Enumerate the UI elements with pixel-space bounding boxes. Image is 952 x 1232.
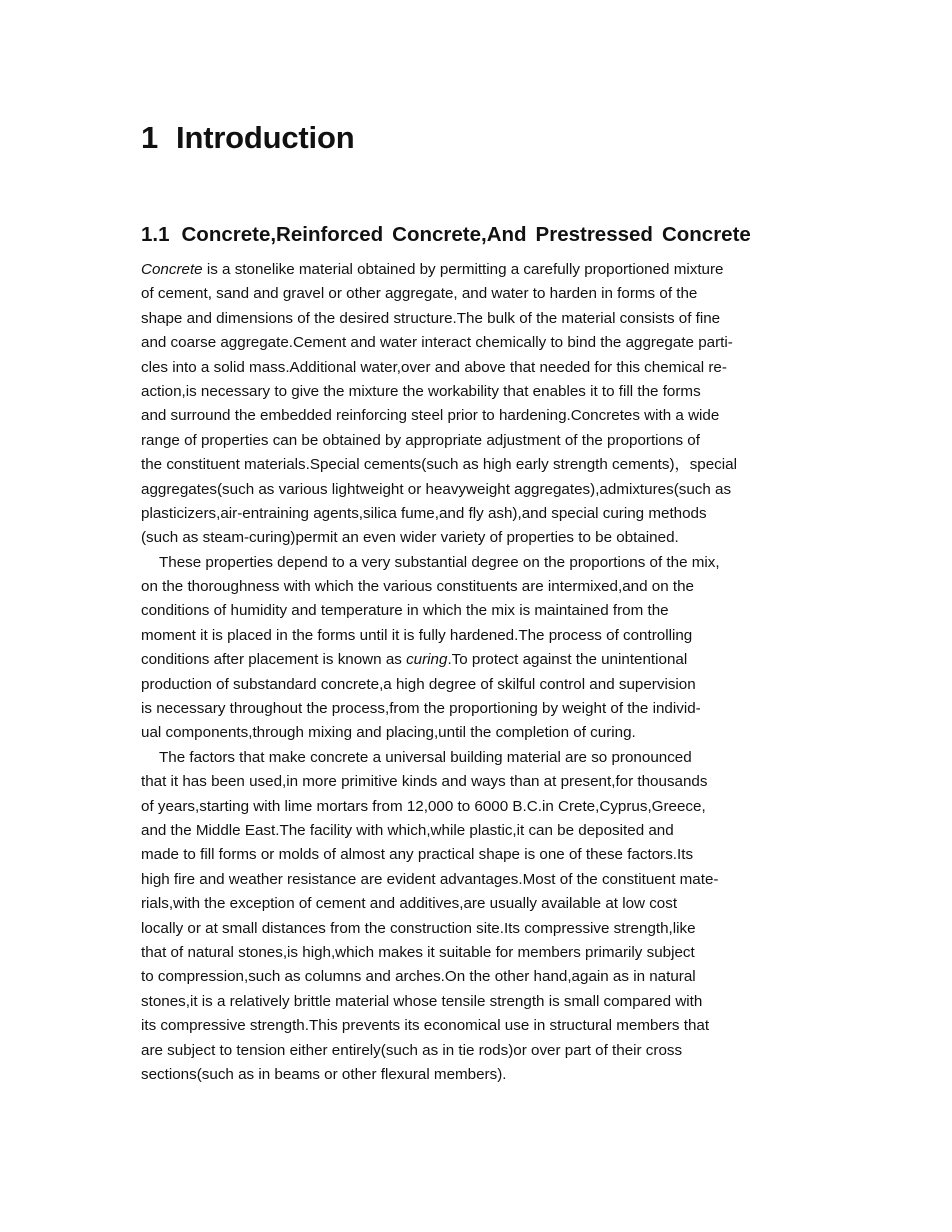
text-line: shape and dimensions of the desired structure.The bulk of the material consists of fine [141, 309, 721, 327]
term-concrete: Concrete [141, 261, 203, 278]
section-title-word: Concrete [661, 223, 751, 246]
text-line: conditions of humidity and temperature in which the mix is maintained from the [141, 602, 669, 620]
chapter-number: 1 [141, 120, 159, 155]
text-line: its compressive strength.This prevents its economical use in structural members that [141, 1017, 710, 1035]
text-line: plasticizers,air-entraining agents,silica fume,and fly ash),and special curing methods [141, 504, 707, 522]
section-title-word: Prestressed [535, 223, 653, 246]
text-line: aggregates(such as various lightweight or heavyweight aggregates),admixtures(such as [141, 480, 732, 498]
text-line: The factors that make concrete a universal building material are so pronounced [159, 748, 692, 766]
text-line: production of substandard concrete,a high degree of skilful control and supervision [141, 675, 696, 693]
text-line: is necessary throughout the process,from the proportioning by weight of the individ- [141, 700, 701, 718]
text-line: and the Middle East.The facility with which,while plastic,it can be deposited and [141, 821, 674, 839]
paragraph [141, 258, 831, 551]
text-line: (such as steam-curing)permit an even wider variety of properties to be obtained. [141, 529, 679, 547]
text-line: rials,with the exception of cement and additives,are usually available at low cost [141, 895, 678, 913]
chapter-title: Introduction [176, 120, 355, 155]
text-line: sections(such as in beams or other flexural members). [141, 1065, 507, 1083]
text-line: the constituent materials.Special cements(such as high early strength cements)，special [141, 456, 737, 474]
text-line: Concrete is a stonelike material obtained by permitting a carefully proportioned mixture [141, 261, 724, 278]
text-line: moment it is placed in the forms until it is fully hardened.The process of controlling [141, 626, 693, 644]
text-line: high fire and weather resistance are evident advantages.Most of the constituent mate- [141, 870, 719, 888]
text-line: on the thoroughness with which the various constituents are intermixed,and on the [141, 578, 694, 596]
section-heading [141, 221, 751, 249]
text-line: ual components,through mixing and placing,until the completion of curing. [141, 724, 636, 742]
paragraph [141, 746, 831, 1087]
paragraph [141, 551, 831, 746]
section-title-word: Concrete,Reinforced [181, 223, 384, 246]
text-line: and coarse aggregate.Cement and water interact chemically to bind the aggregate parti- [141, 334, 733, 352]
text-line: made to fill forms or molds of almost any practical shape is one of these factors.Its [141, 846, 694, 864]
text-line: conditions after placement is known as curing.To protect against the unintentional [141, 651, 688, 669]
text-line: of years,starting with lime mortars from 12,000 to 6000 B.C.in Crete,Cyprus,Greece, [141, 797, 706, 815]
text-line: cles into a solid mass.Additional water,over and above that needed for this chemical re- [141, 358, 727, 376]
text-line: that it has been used,in more primitive kinds and ways than at present,for thousands [141, 773, 708, 791]
chapter-heading [141, 118, 354, 158]
text-line: and surround the embedded reinforcing steel prior to hardening.Concretes with a wide [141, 407, 720, 425]
text-line: to compression,such as columns and arches.On the other hand,again as in natural [141, 968, 696, 986]
text-line: of cement, sand and gravel or other aggregate, and water to harden in forms of the [141, 285, 698, 303]
text-line: action,is necessary to give the mixture the workability that enables it to fill the forms [141, 382, 701, 400]
body-text [141, 258, 831, 1087]
text-line: stones,it is a relatively brittle material whose tensile strength is small compared with [141, 992, 703, 1010]
text-line: These properties depend to a very substantial degree on the proportions of the mix, [159, 553, 720, 571]
text-line: are subject to tension either entirely(such as in tie rods)or over part of their cross [141, 1041, 683, 1059]
text-line: that of natural stones,is high,which makes it suitable for members primarily subject [141, 943, 695, 961]
term-curing: curing [406, 651, 448, 669]
section-number: 1.1 [141, 223, 170, 246]
text-line: locally or at small distances from the construction site.Its compressive strength,like [141, 919, 696, 937]
text-line: range of properties can be obtained by appropriate adjustment of the proportions of [141, 431, 700, 449]
section-title-word: Concrete,And [392, 223, 527, 246]
